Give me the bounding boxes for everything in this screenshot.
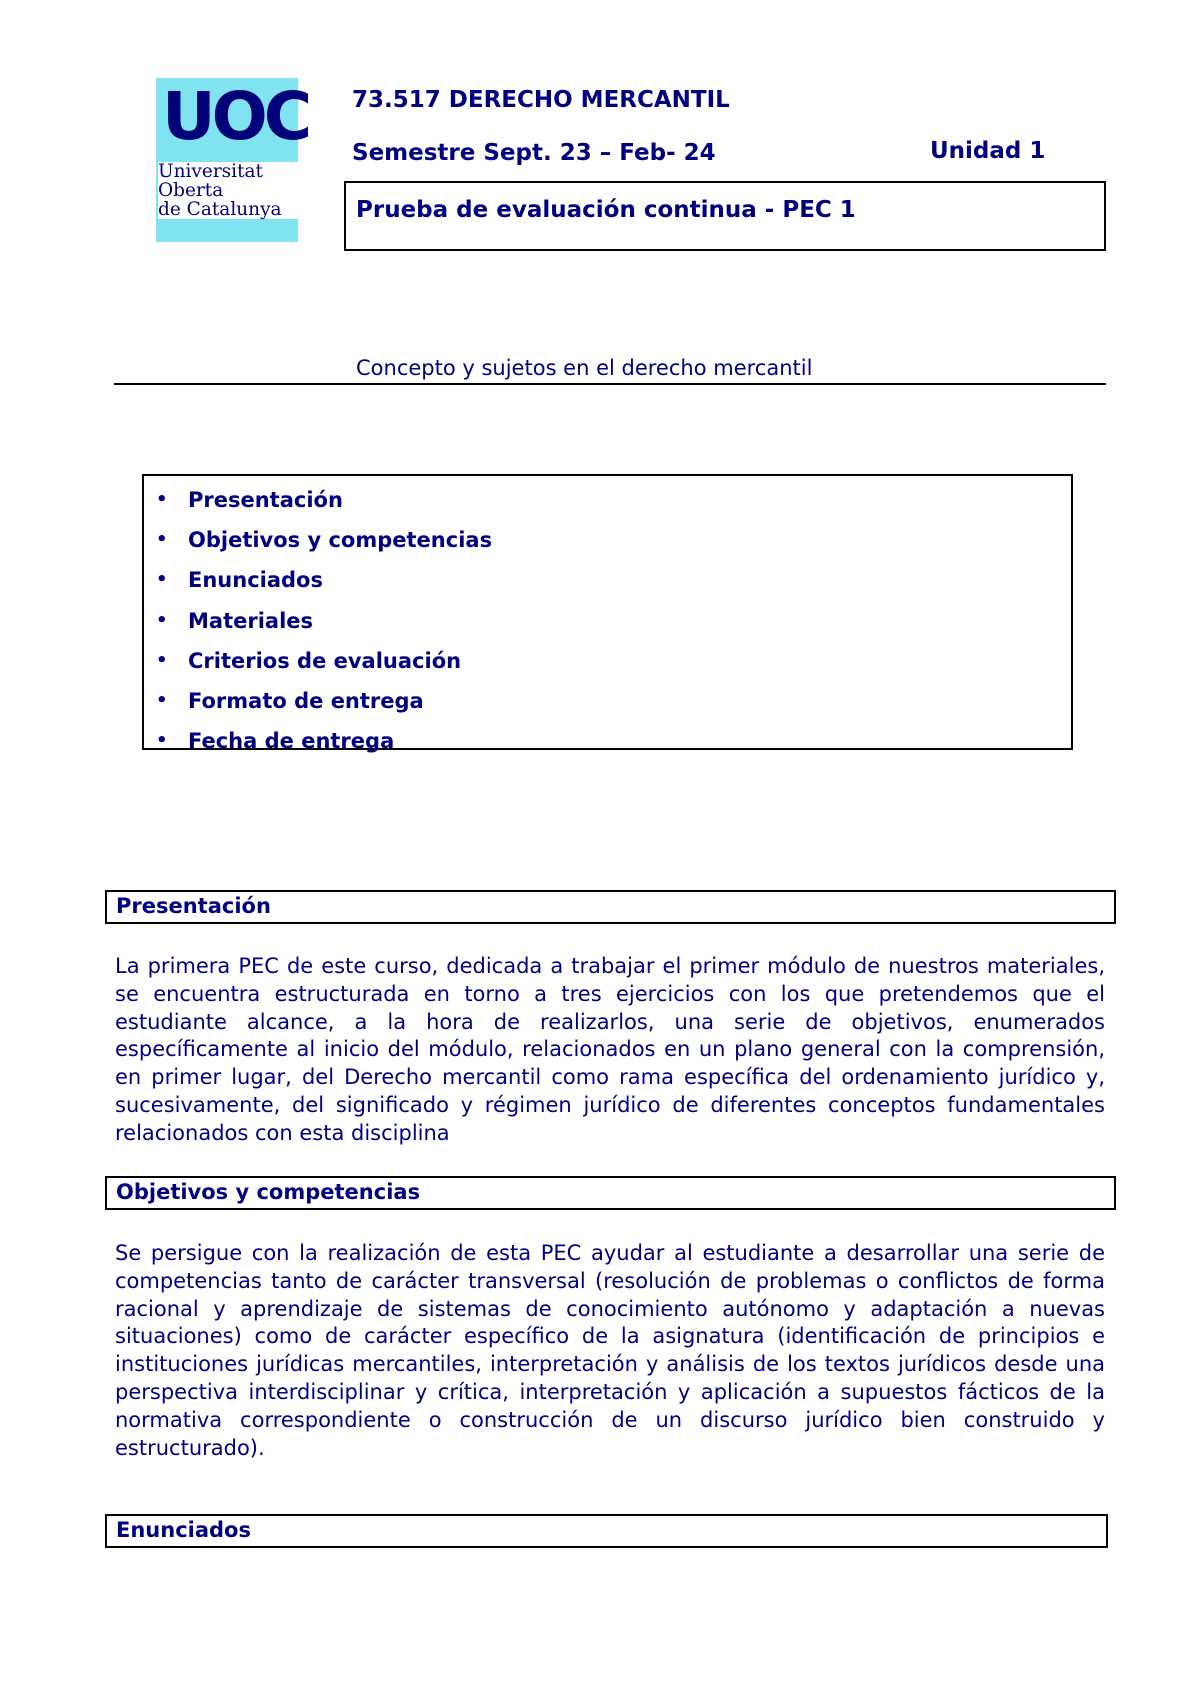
section-heading-objetivos — [105, 1176, 1116, 1210]
logo-line-2: Oberta — [158, 180, 224, 201]
toc-item-materiales — [144, 601, 492, 641]
course-title: 73.517 DERECHO MERCANTIL — [352, 87, 730, 113]
toc-item-label: Fecha de entrega — [188, 729, 395, 754]
bullet-icon: • — [156, 730, 168, 752]
pec-title: Prueba de evaluación continua - PEC 1 — [356, 197, 856, 223]
toc-item-enunciados — [144, 560, 492, 600]
bullet-icon: • — [156, 529, 168, 551]
logo-letters: UOC — [162, 78, 309, 155]
bullet-icon: • — [156, 689, 168, 711]
toc-item-label: Materiales — [188, 608, 314, 633]
presentacion-paragraph: La primera PEC de este curso, dedicada a trabajar el primer módulo de nuestros materiales, se encuentra estructurada en torno a tres ejercicios con los que pretendemos que el estudiante alcance, a la hora de realizarlos, una serie de objetivos, enumerados específicamente al inicio del módulo, relacionados en un plano general con la comprensión, en primer lugar, del Derecho mercantil como rama específica del ordenamiento jurídico y, sucesivamente, del significado y régimen jurídico de diferentes conceptos fundamentales relacionados con esta disciplina — [115, 954, 1105, 1145]
pec-title-box — [344, 181, 1106, 251]
subtitle-divider — [114, 383, 1106, 385]
toc-item-criterios — [144, 641, 492, 681]
section-heading-label: Presentación — [116, 894, 271, 918]
toc-item-label: Formato de entrega — [188, 688, 424, 713]
logo-underbar — [156, 234, 298, 242]
logo-line-3: de Catalunya — [158, 199, 282, 220]
semester-label: Semestre Sept. 23 – Feb- 24 — [352, 140, 716, 166]
toc-item-label: Criterios de evaluación — [188, 648, 462, 673]
toc-item-fecha — [144, 721, 492, 761]
toc-item-label: Presentación — [188, 488, 343, 512]
toc-item-label: Enunciados — [188, 568, 323, 593]
toc-item-objetivos — [144, 520, 492, 560]
logo-text — [158, 162, 298, 219]
unit-label: Unidad 1 — [930, 138, 1046, 164]
bullet-icon: • — [156, 489, 168, 510]
section-heading-presentacion — [105, 890, 1116, 924]
toc-list — [144, 480, 492, 761]
uoc-logo — [156, 78, 309, 242]
document-subtitle: Concepto y sujetos en el derecho mercantil — [356, 356, 813, 380]
section-heading-enunciados — [105, 1514, 1108, 1548]
objetivos-paragraph: Se persigue con la realización de esta PEC ayudar al estudiante a desarrollar una serie de competencias tanto de carácter transversal (resolución de problemas o conflictos de forma racional y aprendizaje de sistemas de conocimiento autónomo y adaptación a nuevas situaciones) como de carácter específico de la asignatura (identificación de principios e instituciones jurídicas mercantiles, interpretación y análisis de los textos jurídicos desde una perspectiva interdisciplinar y crítica, interpretación y aplicación a supuestos fácticos de la normativa correspondiente o construcción de un discurso jurídico bien construido y estructurado). — [115, 1241, 1105, 1460]
toc-item-presentacion — [144, 480, 492, 520]
bullet-icon: • — [156, 609, 168, 631]
toc-item-label: Objetivos y competencias — [188, 528, 493, 553]
section-heading-label: Objetivos y competencias — [116, 1180, 421, 1204]
table-of-contents — [142, 474, 1073, 754]
bullet-icon: • — [156, 649, 168, 671]
section-heading-label: Enunciados — [116, 1518, 251, 1542]
toc-item-formato — [144, 681, 492, 721]
bullet-icon: • — [156, 569, 168, 591]
logo-line-1: Universitat — [158, 161, 263, 182]
